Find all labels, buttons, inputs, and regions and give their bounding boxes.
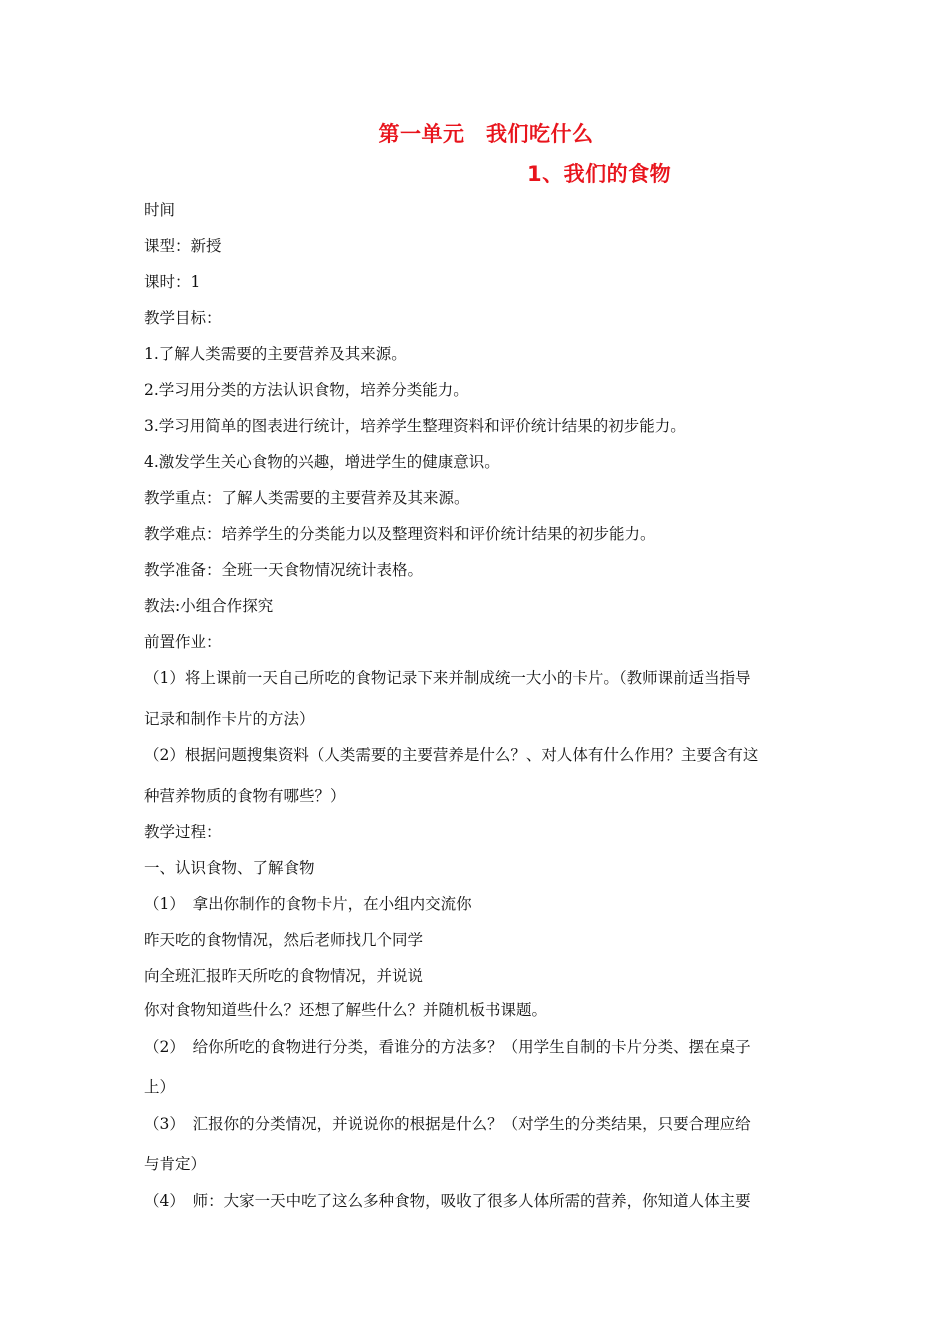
- text-line: 向全班汇报昨天所吃的食物情况，并说说: [144, 967, 424, 985]
- text-line: 教学重点：了解人类需要的主要营养及其来源。: [144, 489, 470, 507]
- text-line: （2）根据问题搜集资料（人类需要的主要营养是什么？、对人体有什么作用？主要含有这: [144, 746, 759, 764]
- text-line: （1）将上课前一天自己所吃的食物记录下来并制成统一大小的卡片。（教师课前适当指导: [144, 669, 751, 687]
- text-line: 课型：新授: [144, 237, 222, 255]
- text-line: 昨天吃的食物情况，然后老师找几个同学: [144, 931, 424, 949]
- text-line: 3.学习用简单的图表进行统计，培养学生整理资料和评价统计结果的初步能力。: [144, 417, 686, 435]
- text-line: 4.激发学生关心食物的兴趣，增进学生的健康意识。: [144, 453, 500, 471]
- text-line: 教法:小组合作探究: [144, 597, 274, 615]
- text-line: （1） 拿出你制作的食物卡片，在小组内交流你: [144, 895, 472, 913]
- text-line: 一、认识食物、了解食物: [144, 859, 315, 877]
- text-line: 时间: [144, 201, 176, 219]
- unit-title: 第一单元 我们吃什么: [378, 122, 594, 146]
- text-line: 前置作业：: [144, 633, 222, 651]
- text-line: 与肯定）: [144, 1155, 207, 1173]
- text-line: 你对食物知道些什么？还想了解些什么？并随机板书课题。: [144, 1001, 548, 1019]
- text-line: 种营养物质的食物有哪些？）: [144, 787, 346, 805]
- text-line: （3） 汇报你的分类情况，并说说你的根据是什么？（对学生的分类结果，只要合理应给: [144, 1115, 751, 1133]
- text-line: （4） 师：大家一天中吃了这么多种食物，吸收了很多人体所需的营养，你知道人体主要: [144, 1192, 751, 1210]
- text-line: 教学目标：: [144, 309, 222, 327]
- text-line: （2） 给你所吃的食物进行分类，看谁分的方法多？（用学生自制的卡片分类、摆在桌子: [144, 1038, 751, 1056]
- text-line: 课时：1: [144, 273, 201, 291]
- text-line: 2.学习用分类的方法认识食物，培养分类能力。: [144, 381, 469, 399]
- text-line: 1.了解人类需要的主要营养及其来源。: [144, 345, 407, 363]
- lesson-title: 1、我们的食物: [527, 162, 672, 186]
- text-line: 教学准备：全班一天食物情况统计表格。: [144, 561, 424, 579]
- text-line: 上）: [144, 1078, 176, 1096]
- text-line: 记录和制作卡片的方法）: [144, 710, 315, 728]
- text-line: 教学难点：培养学生的分类能力以及整理资料和评价统计结果的初步能力。: [144, 525, 656, 543]
- text-line: 教学过程：: [144, 823, 222, 841]
